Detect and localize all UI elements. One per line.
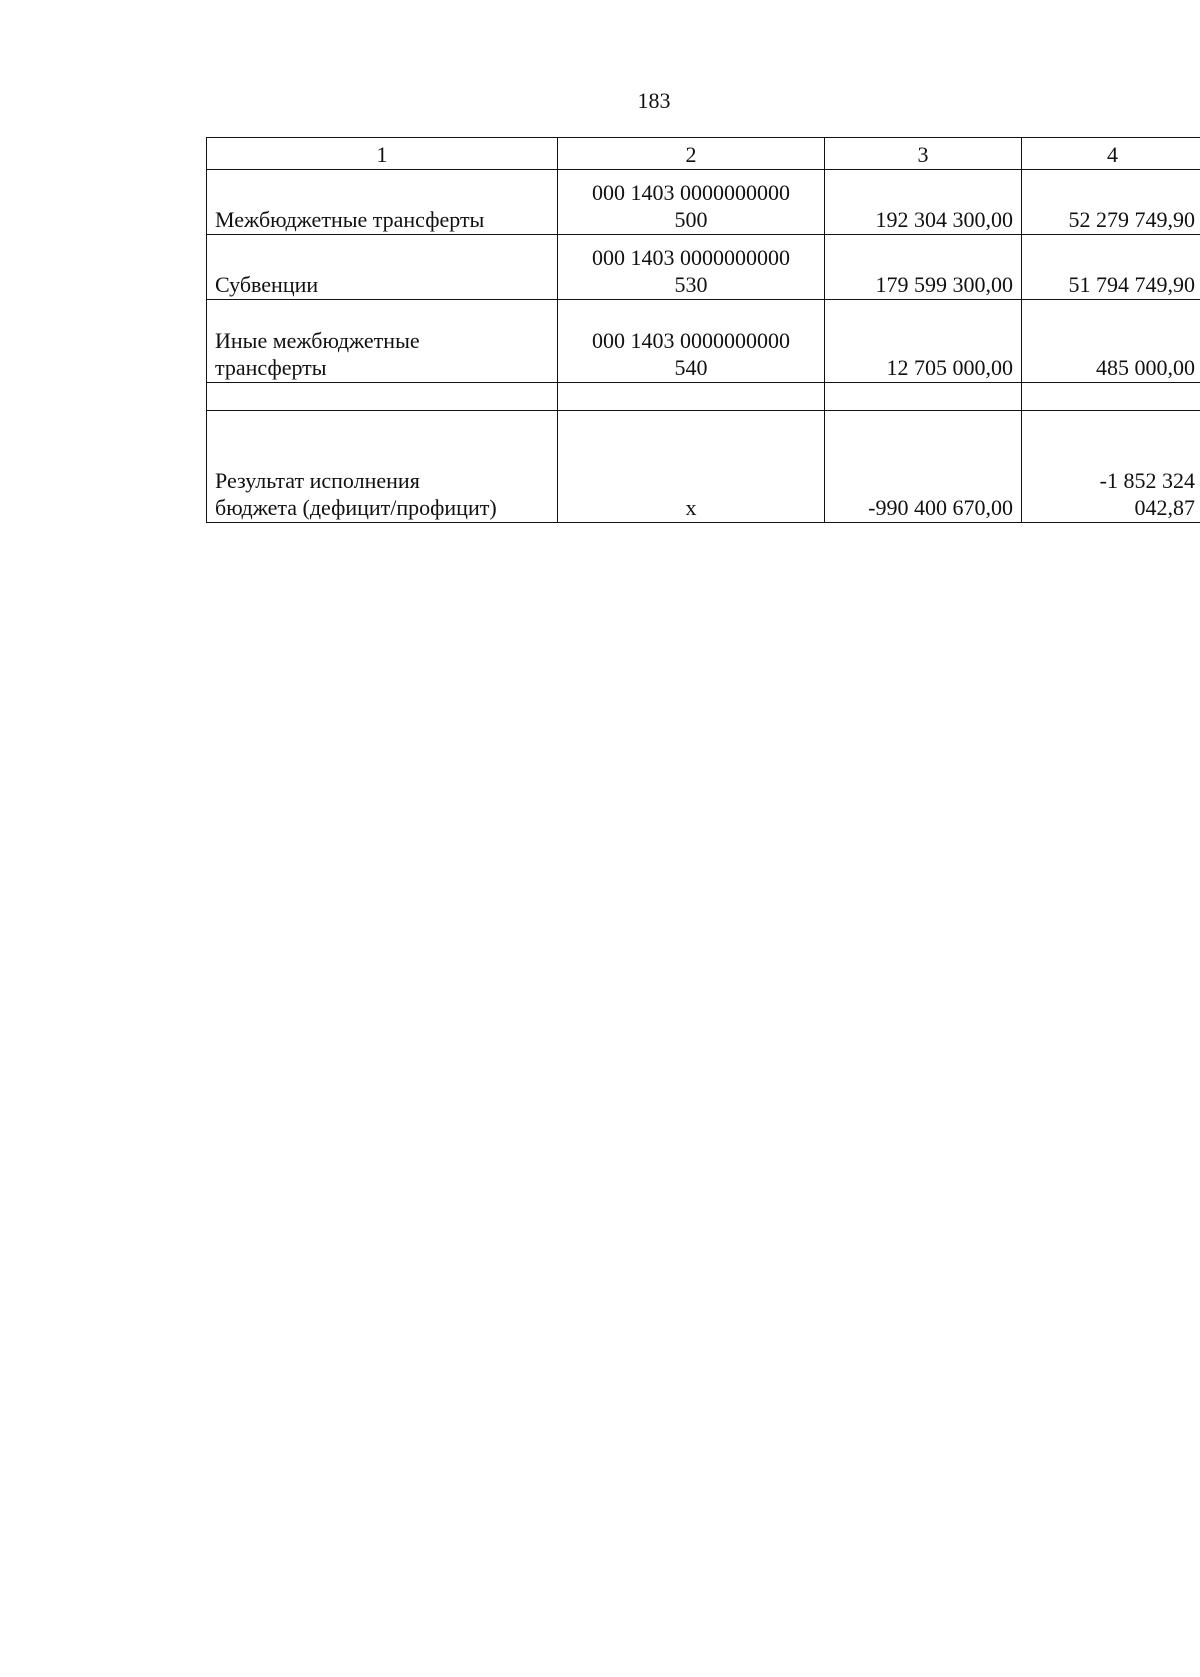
row-name-line2: трансферты	[215, 355, 327, 380]
row-name: Межбюджетные трансферты	[207, 170, 558, 235]
row-code-line2: 500	[674, 207, 708, 232]
empty-row	[207, 383, 1200, 411]
table-row	[207, 300, 1200, 383]
header-col-1: 1	[207, 138, 558, 170]
row-code	[558, 300, 825, 383]
result-col4-line2: 042,87	[1134, 495, 1195, 520]
empty-cell	[825, 383, 1022, 411]
result-col4	[1022, 411, 1200, 523]
table-row	[207, 235, 1200, 300]
empty-cell	[207, 383, 558, 411]
budget-table	[206, 137, 1200, 523]
row-code	[558, 170, 825, 235]
row-name	[207, 300, 558, 383]
row-col3: 192 304 300,00	[825, 170, 1022, 235]
row-code-line2: 540	[674, 355, 708, 380]
row-col4: 52 279 749,90	[1022, 170, 1200, 235]
header-col-4: 4	[1022, 138, 1200, 170]
empty-cell	[558, 383, 825, 411]
result-code: x	[558, 411, 825, 523]
header-col-2: 2	[558, 138, 825, 170]
row-col4: 485 000,00	[1022, 300, 1200, 383]
row-code-line1: 000 1403 0000000000	[592, 245, 790, 270]
page-number: 183	[637, 88, 671, 113]
row-code-line2: 530	[674, 272, 708, 297]
header-row	[207, 138, 1200, 170]
result-col3: -990 400 670,00	[825, 411, 1022, 523]
row-name-line1: Иные межбюджетные	[215, 328, 420, 353]
row-code	[558, 235, 825, 300]
result-name-line1: Результат исполнения	[215, 468, 420, 493]
empty-cell	[1022, 383, 1200, 411]
row-name: Субвенции	[207, 235, 558, 300]
row-code-line1: 000 1403 0000000000	[592, 180, 790, 205]
result-col4-line1: -1 852 324	[1099, 468, 1195, 493]
result-row	[207, 411, 1200, 523]
result-name	[207, 411, 558, 523]
result-name-line2: бюджета (дефицит/профицит)	[215, 495, 497, 520]
row-col4: 51 794 749,90	[1022, 235, 1200, 300]
header-col-3: 3	[825, 138, 1022, 170]
row-col3: 12 705 000,00	[825, 300, 1022, 383]
row-code-line1: 000 1403 0000000000	[592, 328, 790, 353]
table-row	[207, 170, 1200, 235]
row-col3: 179 599 300,00	[825, 235, 1022, 300]
